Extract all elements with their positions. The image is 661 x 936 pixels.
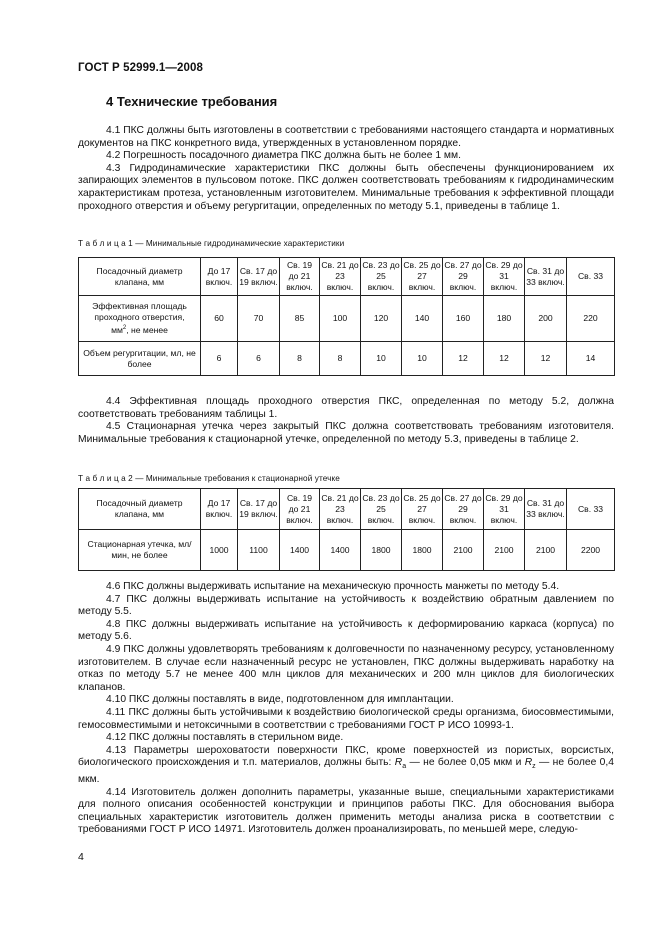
table2-col: До 17 включ. [201,489,238,530]
table2-col: Св. 33 [567,489,615,530]
table2-col: Св. 25 до 27 включ. [402,489,443,530]
para-4-3: 4.3 Гидродинамические характеристики ПКС должны быть обеспечены функционированием их запирающих элементов в пульсовом потоке. ПКС должен соответствовать требованиям к гидродинамическим характеристикам протеза, установленным изготовителем. Минимальные требования к эффективной площади проходного отверстия и объему регургитации, определенных по методу 5.1, приведены в таблице 1. [78,162,614,212]
table1-cell: 12 [443,342,484,376]
paragraphs-top [78,125,614,213]
table1-row-area [79,296,615,342]
table2-col: Св. 17 до 19 включ. [238,489,280,530]
table1-row-regurgitation [79,342,615,376]
table1-cell: 85 [280,296,320,342]
page-number: 4 [78,851,84,863]
table2-col: Св. 19 до 21 включ. [280,489,320,530]
para-4-5: 4.5 Стационарная утечка через закрытый ПКС должна соответствовать требованиям изготовителя. Минимальные требования к стационарной утечке, определенной по методу 5.3, приведены в таблице 2. [78,421,614,445]
para-4-13: 4.13 Параметры шероховатости поверхности ПКС, кроме поверхностей из пористых, ворсистых, биологического происхождения и т.п. материалов, должны быть: $R_a$ — не более 0,05 мкм и $R_z$ — не более 0,4 мкм. [78,744,614,785]
table1-cell: 8 [320,342,361,376]
standard-header: ГОСТ Р 52999.1—2008 [78,62,203,74]
table2-cell: 1800 [361,530,402,571]
table2-cell: 1100 [238,530,280,571]
table2-row1-label: Стационарная утечка, мл/мин, не более [79,530,201,571]
para-4-2: 4.2 Погрешность посадочного диаметра ПКС должна быть не более 1 мм. [106,150,461,162]
table2-cell: 2200 [567,530,615,571]
table1-cell: 12 [525,342,567,376]
table1-cell: 70 [238,296,280,342]
table1-col: Св. 27 до 29 включ. [443,258,484,296]
table-2 [78,488,615,571]
table1-col: Св. 17 до 19 включ. [238,258,280,296]
para-4-10: 4.10 ПКС должны поставлять в виде, подготовленном для имплантации. [106,694,454,706]
table-1 [78,257,615,376]
table1-col: Св. 31 до 33 включ. [525,258,567,296]
table1-cell: 120 [361,296,402,342]
table2-cell: 1400 [280,530,320,571]
para-4-8: 4.8 ПКС должны выдерживать испытание на устойчивость к деформированию каркаса (корпуса) по методу 5.6. [78,618,614,643]
table1-header-row [79,258,615,296]
table1-cell: 220 [567,296,615,342]
table1-cell: 100 [320,296,361,342]
table1-col: Св. 25 до 27 включ. [402,258,443,296]
table1-cell: 60 [201,296,238,342]
table1-col: Св. 21 до 23 включ. [320,258,361,296]
table2-col: Св. 21 до 23 включ. [320,489,361,530]
table1-col: Св. 33 [567,258,615,296]
para-4-1: 4.1 ПКС должны быть изготовлены в соответствии с требованиями настоящего стандарта и нормативных документов на ПКС конкретного вида, утвержденных в установленном порядке. [78,125,614,149]
table1-cell: 8 [280,342,320,376]
table1-cell: 140 [402,296,443,342]
table2-header-row [79,489,615,530]
para-4-9: 4.9 ПКС должны удовлетворять требованиям к долговечности по назначенному ресурсу, установленному изготовителем. В случае если назначенный ресурс не установлен, ПКС должны выдерживать наработку на отказ по методу 5.7 не менее 400 млн циклов для механических и 200 млн циклов для биологических клапанов. [78,643,614,693]
para-4-11: 4.11 ПКС должны быть устойчивыми к воздействию биологической среды организма, биосовместимыми, гемосовместимыми и нетоксичными в соответствии с требованиями ГОСТ Р ИСО 10993-1. [78,706,614,731]
table1-cell: 12 [484,342,525,376]
para-4-4: 4.4 Эффективная площадь проходного отверстия ПКС, определенная по методу 5.2, должна соответствовать требованиям таблицы 1. [78,396,614,420]
para-4-14: 4.14 Изготовитель должен дополнить параметры, указанные выше, специальными характеристиками для полного описания особенностей конструкции и принципов работы ПКС. Для обоснования выбора специальных характеристик изготовитель должен применить методы анализа риска в соответствии с требованиями ГОСТ Р ИСО 14971. Изготовитель должен проанализировать, по меньшей мере, следую- [78,786,614,836]
para-4-7: 4.7 ПКС должны выдерживать испытание на устойчивость к воздействию обратным давлением по методу 5.5. [78,593,614,618]
para-4-6: 4.6 ПКС должны выдерживать испытание на механическую прочность манжеты по методу 5.4. [106,581,560,592]
table2-col: Св. 31 до 33 включ. [525,489,567,530]
table1-cell: 10 [361,342,402,376]
paragraphs-mid [78,396,614,446]
table2-cell: 1400 [320,530,361,571]
table2-caption: Т а б л и ц а 2 — Минимальные требования к стационарной утечке [78,474,340,483]
table1-cell: 200 [525,296,567,342]
para-4-12: 4.12 ПКС должны поставлять в стерильном виде. [106,732,344,744]
table1-col: Св. 23 до 25 включ. [361,258,402,296]
section-title: 4 Технические требования [106,94,278,109]
table2-cell: 1800 [402,530,443,571]
table2-col: Св. 29 до 31 включ. [484,489,525,530]
table1-cell: 160 [443,296,484,342]
table1-cell: 6 [238,342,280,376]
table2-col: Св. 27 до 29 включ. [443,489,484,530]
table1-col: Св. 29 до 31 включ. [484,258,525,296]
table1-row1-label: Эффективная площадь проходного отверстия, $мм^2$, не менее [79,296,201,342]
table2-cell: 2100 [525,530,567,571]
table2-cell: 2100 [484,530,525,571]
table2-cell: 2100 [443,530,484,571]
table2-cell: 1000 [201,530,238,571]
table1-header-label: Посадочный диаметр клапана, мм [79,258,201,296]
table1-col: Св. 19 до 21 включ. [280,258,320,296]
table1-row2-label: Объем регургитации, мл, не более [79,342,201,376]
table1-cell: 6 [201,342,238,376]
table1-col: До 17 включ. [201,258,238,296]
table1-cell: 14 [567,342,615,376]
table2-header-label: Посадочный диаметр клапана, мм [79,489,201,530]
paragraphs-bottom [78,581,614,837]
table1-cell: 10 [402,342,443,376]
table1-cell: 180 [484,296,525,342]
table2-row-leak [79,530,615,571]
table1-caption: Т а б л и ц а 1 — Минимальные гидродинамические характеристики [78,239,345,248]
table2-col: Св. 23 до 25 включ. [361,489,402,530]
